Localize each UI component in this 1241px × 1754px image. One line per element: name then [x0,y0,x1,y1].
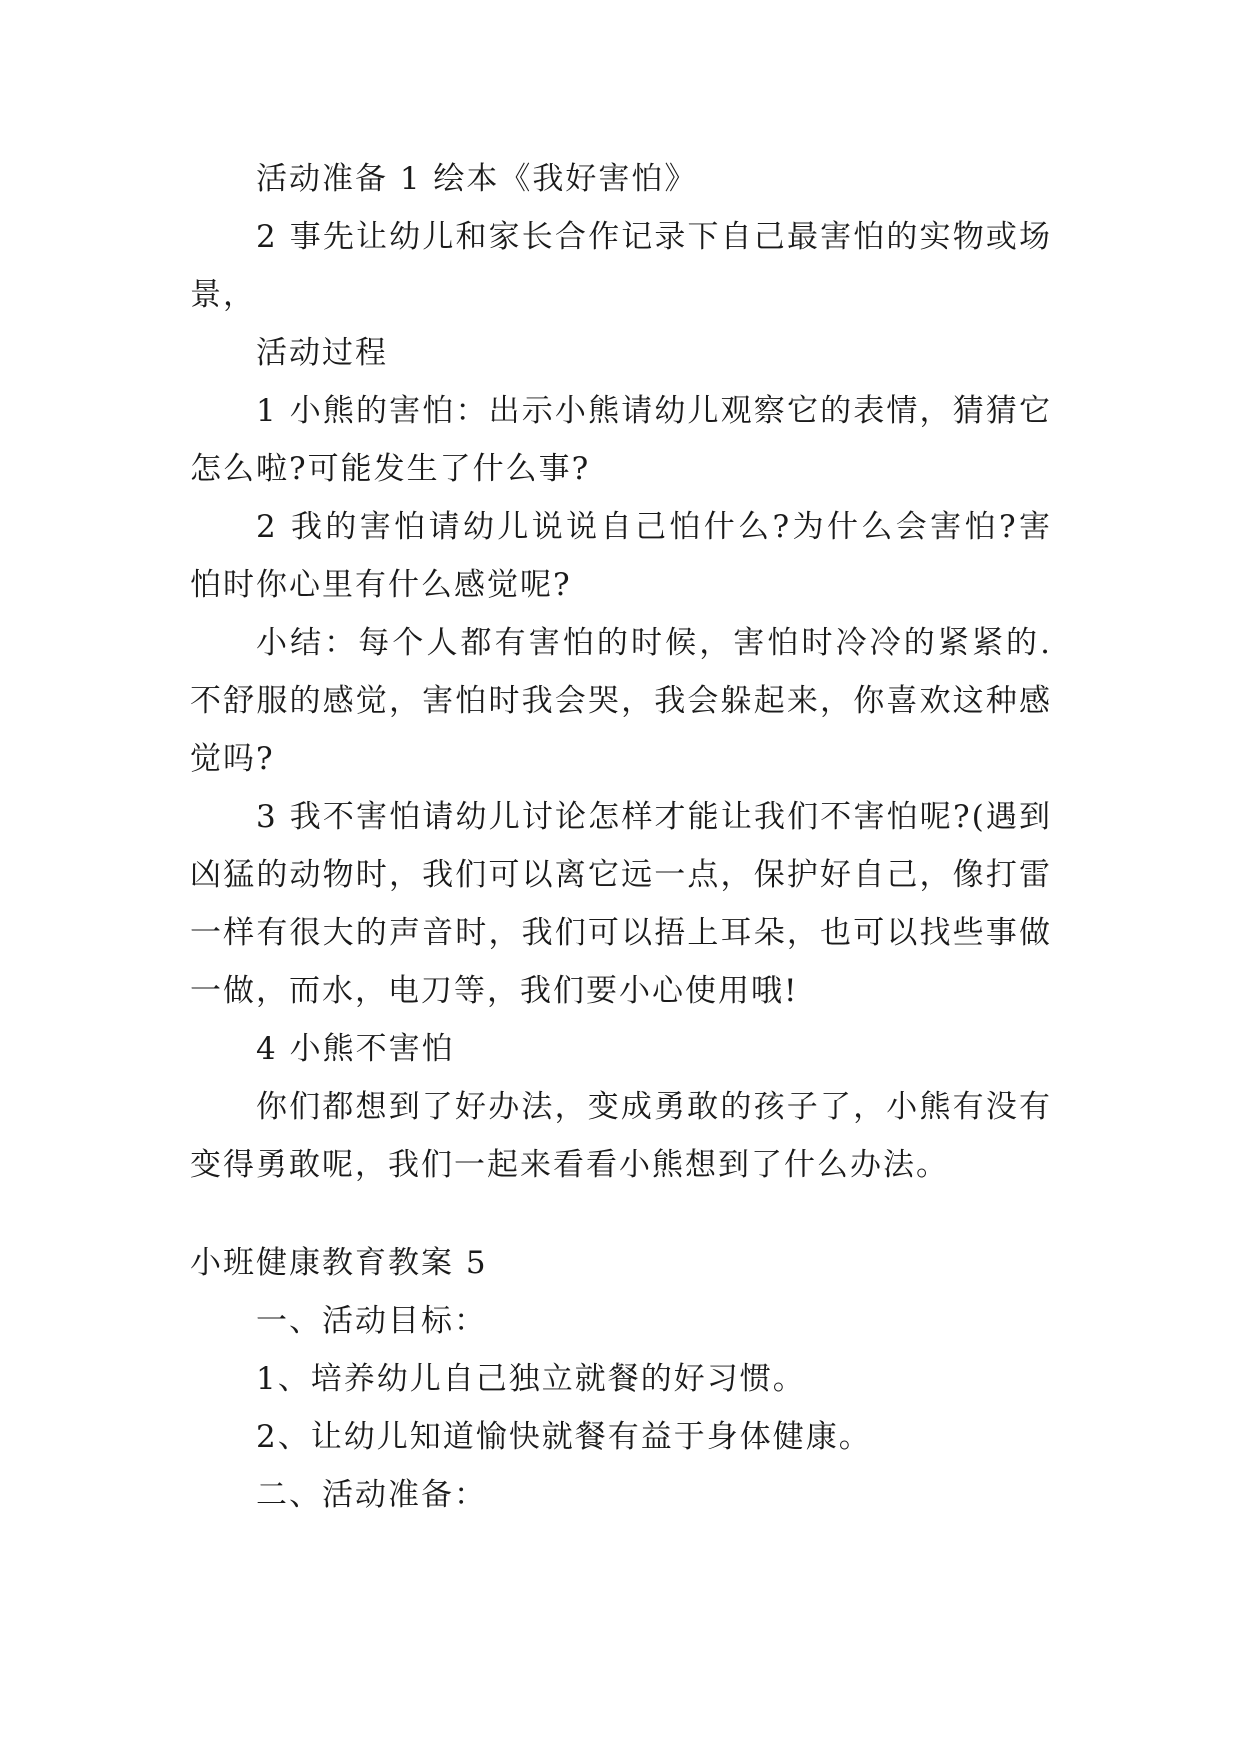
section-title: 小班健康教育教案 5 [190,1245,488,1281]
paragraph-materials: 活动准备 1 绘本《我好害怕》 [256,161,698,197]
paragraph-step-3: 3 我不害怕请幼儿讨论怎样才能让我们不害怕呢?(遇到凶猛的动物时，我们可以离它远一点，保护好自己，像打雷一样有很大的声音时，我们可以捂上耳朵，也可以找些事做一做，而水，电刀等，我们要小心使用哦! [190,799,1052,1009]
paragraph-goals-heading: 一、活动目标： [256,1303,487,1339]
paragraph-step-1: 1 小熊的害怕：出示小熊请幼儿观察它的表情，猜猜它怎么啦?可能发生了什么事? [190,393,1052,487]
paragraph-step-4: 4 小熊不害怕 [256,1031,455,1067]
paragraph-step-2: 2 我的害怕请幼儿说说自己怕什么?为什么会害怕?害怕时你心里有什么感觉呢? [190,509,1052,603]
paragraph-goal-1: 1、培养幼儿自己独立就餐的好习惯。 [256,1361,806,1397]
paragraph-preparation-heading: 二、活动准备： [256,1477,487,1513]
paragraph-process-heading: 活动过程 [256,335,388,371]
paragraph-goal-2: 2、让幼儿知道愉快就餐有益于身体健康。 [256,1419,872,1455]
paragraph-summary: 小结：每个人都有害怕的时候，害怕时冷冷的紧紧的.不舒服的感觉，害怕时我会哭，我会躲起来，你喜欢这种感觉吗? [190,625,1052,777]
document-body [190,150,1052,1524]
paragraph-closing: 你们都想到了好办法，变成勇敢的孩子了，小熊有没有变得勇敢呢，我们一起来看看小熊想到了什么办法。 [190,1089,1052,1183]
paragraph-preparation-record: 2 事先让幼儿和家长合作记录下自己最害怕的实物或场景， [190,219,1052,313]
